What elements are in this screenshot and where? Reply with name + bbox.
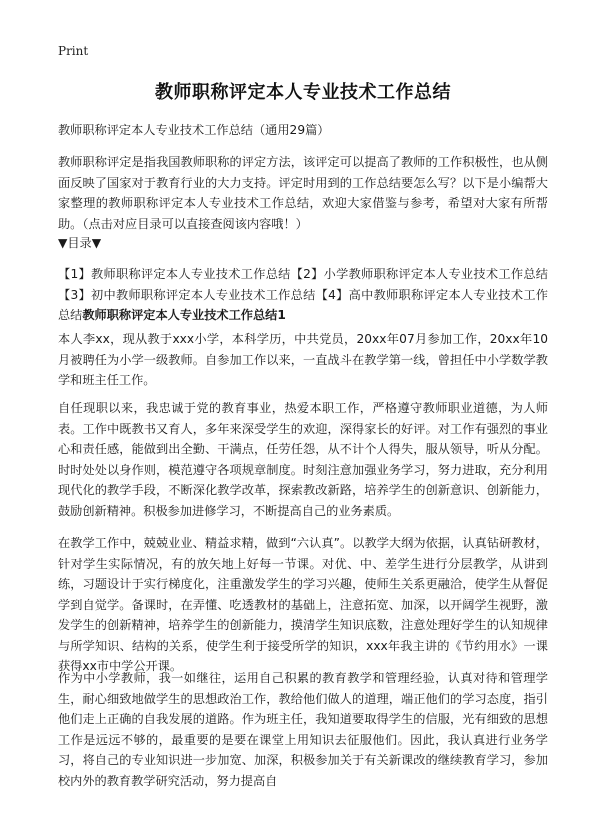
body-paragraph: 在教学工作中，兢兢业业、精益求精，做到“六认真”。以教学大纲为依据，认真钻研教材，针对学生实际情况，有的放矢地上好每一节课。对优、中、差学生进行分层教学，从讲到练，习题设计于实行梯度化，注重激发学生的学习兴趣，使师生关系更融洽，使学生从督促学到自觉学。备课时，在弄懂、吃透教材的基础上，注意拓宽、加深，以开阔学生视野，激发学生的创新精神，培养学生的创新能力，摸清学生知识底数，注意处理好学生的认知规律与所学知识、结构的关系，使学生利于接受所学的知识，xxx年我主讲的《节约用水》一课获得xx市中学公开课。 [58, 536, 548, 673]
body-paragraph: 作为中小学教师，我一如继往，运用自己积累的教育教学和管理经验，认真对待和管理学生，耐心细致地做学生的思想政治工作，教给他们做人的道理，端正他们的学习态度，指引他们走上正确的自我发展的道路。作为班主任，我知道要取得学生的信服，光有细致的思想工作是远远不够的，最重要的是要在课堂上用知识去征服他们。因此，我认真进行业务学习，将自己的专业知识进一步加宽、加深，积极参加关于有关新课改的继续教育学习，参加校内外的教育教学研究活动，努力提高自 [58, 671, 548, 788]
document-subtitle: 教师职称评定本人专业技术工作总结（通用29篇） [58, 123, 330, 137]
body-paragraph: 本人李xx，现从教于xxx小学，本科学历，中共党员，20xx年07月参加工作，20xx年10月被聘任为小学一级教师。自参加工作以来，一直战斗在教学第一线，曾担任中小学数学教学和班主任工作。 [58, 332, 548, 387]
toc-block [58, 264, 548, 326]
toc-heading: ▼目录▼ [58, 236, 102, 250]
document-title: 教师职称评定本人专业技术工作总结 [155, 82, 451, 103]
body-paragraph: 自任现职以来，我忠诚于党的教育事业，热爱本职工作，严格遵守教师职业道德，为人师表。工作中既教书又育人，多年来深受学生的欢迎，深得家长的好评。对工作有强烈的事业心和责任感，能做到出全勤、干满点，任劳任怨，从不计个人得失，服从领导，听从分配。时时处处以身作则，模范遵守各项规章制度。时刻注意加强业务学习，努力进取，充分利用现代化的教学手段，不断深化教学改革，探索教改新路，培养学生的创新意识、创新能力，鼓励创新精神。积极参加进修学习，不断提高自己的业务素质。 [58, 401, 548, 518]
section-heading: 教师职称评定本人专业技术工作总结1 [82, 308, 286, 322]
toc-links[interactable]: 【1】教师职称评定本人专业技术工作总结【2】小学教师职称评定本人专业技术工作总结【3】初中教师职称评定本人专业技术工作总结【4】高中教师职称评定本人专业技术工作总结 [58, 267, 548, 322]
print-label: Print [58, 44, 89, 58]
intro-paragraph: 教师职称评定是指我国教师职称的评定方法，该评定可以提高了教师的工作积极性，也从侧面反映了国家对于教育行业的大力支持。评定时用到的工作总结要怎么写？以下是小编帮大家整理的教师职称评定本人专业技术工作总结，欢迎大家借鉴与参考，希望对大家有所帮助。（点击对应目录可以直接查阅该内容哦！） [58, 155, 548, 231]
